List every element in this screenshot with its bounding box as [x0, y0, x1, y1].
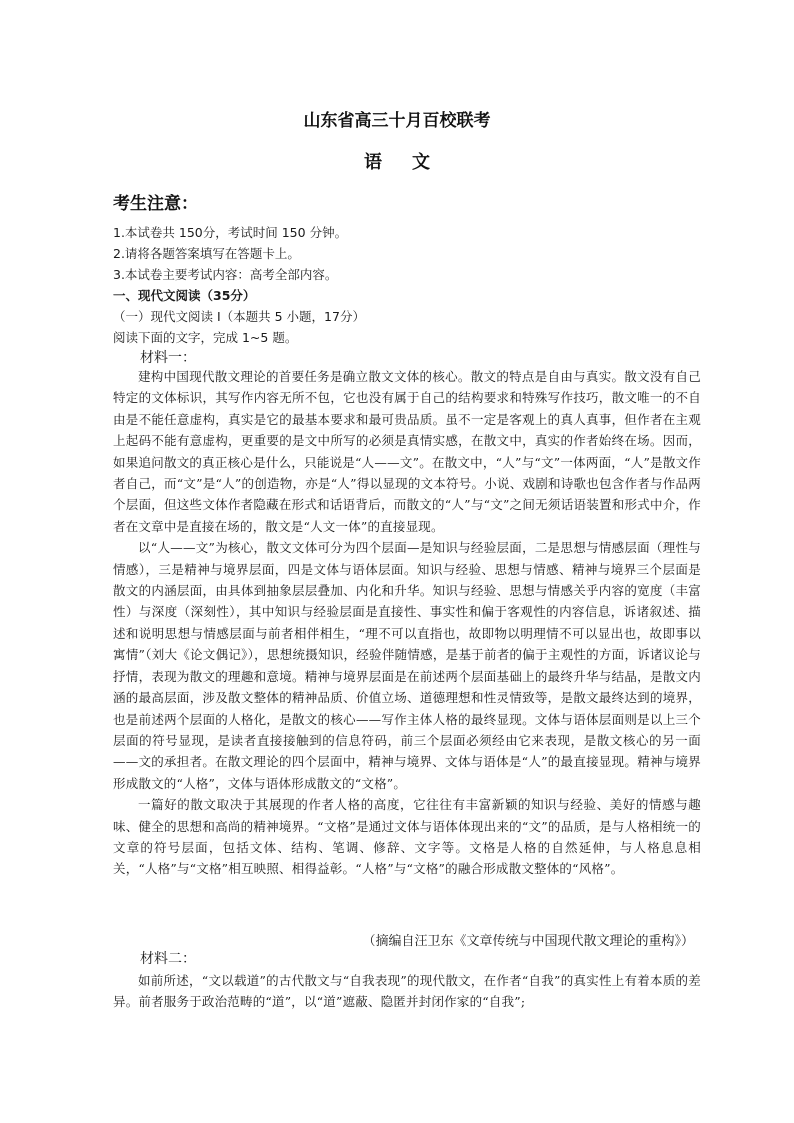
- subsection-heading: （一）现代文阅读 I（本题共 5 小题，17分）: [113, 309, 365, 324]
- notice-item: 1.本试卷共 150分，考试时间 150 分钟。: [113, 225, 348, 240]
- notice-item: 2.请将各题答案填写在答题卡上。: [113, 246, 300, 261]
- paragraph: 如前所述，“文以载道”的古代散文与“自我表现”的现代散文，在作者“自我”的真实性上有着本质的差异。前者服务于政治范畴的“道”，以“道”遮蔽、隐匿并封闭作家的“自我”;: [113, 973, 701, 1010]
- material-1-label: 材料一：: [140, 350, 196, 366]
- notice-item: 3.本试卷主要考试内容：高考全部内容。: [113, 267, 338, 282]
- section-heading: 一、现代文阅读（35分）: [113, 288, 256, 303]
- material-1-source: （摘编自汪卫东《文章传统与中国现代散文理论的重构》）: [362, 934, 694, 949]
- material-1-body: [113, 366, 701, 880]
- paragraph: 以“人——文”为核心，散文文体可分为四个层面—是知识与经验层面，二是思想与情感层面（理性与情感），三是精神与境界层面，四是文体与语体层面。知识与经验、思想与情感、精神与境界三个层面是散文的内涵层面，由具体到抽象层层叠加、内化和升华。知识与经验、思想与情感关乎内容的宽度（丰富性）与深度（深刻性），其中知识与经验层面是直接性、事实性和偏于客观性的内容信息，诉诸叙述、描述和说明思想与情感层面与前者相伴相生，“理不可以直指也，故即物以明理情不可以显出也，故即事以寓情”（刘大《论文偶记》），思想统摄知识，经验伴随情感，是基于前者的偏于主观性的方面，诉诸议论与抒情，表现为散文的理趣和意境。精神与境界层面是在前述两个层面基础上的最终升华与结晶，是散文内涵的最高层面，涉及散文整体的精神品质、价值立场、道德理想和性灵情致等，是散文最终达到的境界，也是前述两个层面的人格化，是散文的核心——写作主体人格的最终显现。文体与语体层面则是以上三个层面的符号显现，是读者直接接触到的信息符码，前三个层面必须经由它来表现，是散文核心的另一面——文的承担者。在散文理论的四个层面中，精神与境界、文体与语体是“人”的最直接显现。精神与境界形成散文的“人格”，文体与语体形成散文的“文格”。: [113, 540, 701, 791]
- paragraph: 建构中国现代散文理论的首要任务是确立散文文体的核心。散文的特点是自由与真实。散文没有自己特定的文体标识，其写作内容无所不包，它也没有属于自己的结构要求和特殊写作技巧，散文唯一的不自由是不能任意虚构，真实是它的最基本要求和最可贵品质。虽不一定是客观上的真人真事，但作者在主观上起码不能有意虚构，更重要的是文中所写的必须是真情实感，在散文中，真实的作者始终在场。因而，如果追问散文的真正核心是什么，只能说是“人——文”。在散文中，“人”与“文”一体两面，“人”是散文作者自己，而“文”是“人”的创造物，亦是“人”得以显现的文本符号。小说、戏剧和诗歌也包含作者与作品两个层面，但这些文体作者隐藏在形式和话语背后，而散文的“人”与“文”之间无须话语装置和形式中介，作者在文章中是直接在场的，散文是“人文一体”的直接显现。: [113, 369, 701, 534]
- notice-block: [113, 222, 703, 348]
- material-2-body: [113, 970, 701, 1013]
- reading-instruction: 阅读下面的文字，完成 1~5 题。: [113, 330, 298, 345]
- subject-title: 语文: [364, 152, 460, 173]
- material-2-label: 材料二：: [140, 951, 196, 967]
- notice-heading: 考生注意：: [113, 194, 198, 214]
- paragraph: 一篇好的散文取决于其展现的作者人格的高度，它往往有丰富新颖的知识与经验、美好的情感与趣味、健全的思想和高尚的精神境界。“文格”是通过文体与语体体现出来的“文”的品质，是与人格相统一的文章的符号层面，包括文体、结构、笔调、修辞、文字等。文格是人格的自然延伸，与人格息息相关，“人格”与“文格”相互映照、相得益彰。“人格”与“文格”的融合形成散文整体的“风格”。: [113, 797, 701, 877]
- exam-title: 山东省高三十月百校联考: [303, 111, 491, 131]
